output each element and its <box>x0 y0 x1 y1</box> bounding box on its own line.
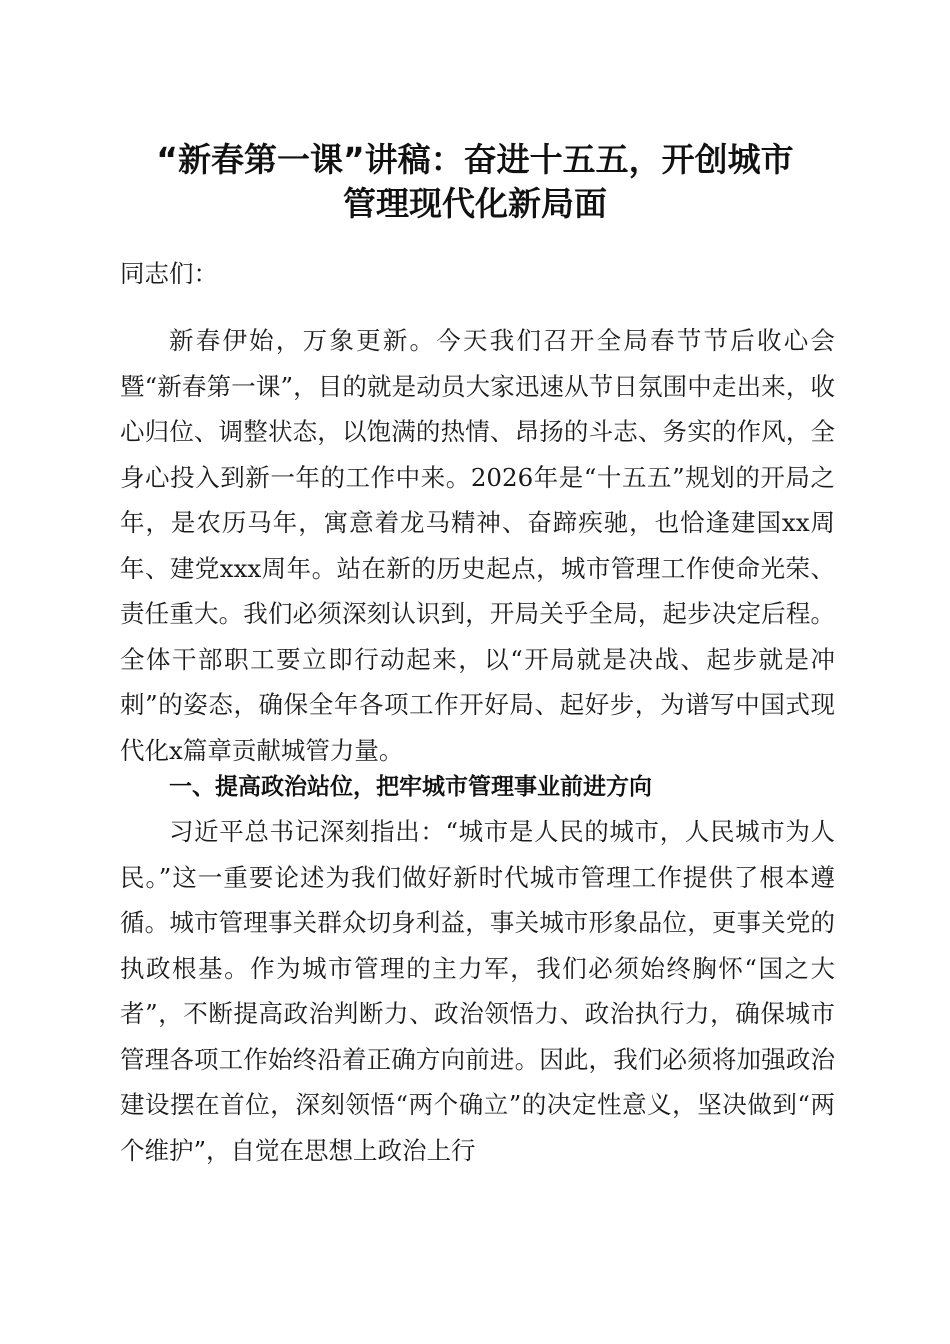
document-title-line-2: 管理现代化新局面 <box>343 184 607 223</box>
paragraph-section-1: 习近平总书记深刻指出：“城市是人民的城市，人民城市为人民。”这一重要论述为我们做好新时代城市管理工作提供了根本遵循。城市管理事关群众切身利益，事关城市形象品位，更事关党的执政根基。作为城市管理的主力军，我们必须始终胸怀“国之大者”，不断提高政治判断力、政治领悟力、政治执行力，确保城市管理各项工作始终沿着正确方向前进。因此，我们必须将加强政治建设摆在首位，深刻领悟“两个确立”的决定性意义，坚决做到“两个维护”，自觉在思想上政治上行 <box>120 817 835 1165</box>
salutation: 同志们： <box>120 259 218 288</box>
section-heading-1: 一、提高政治站位，把牢城市管理事业前进方向 <box>169 774 652 800</box>
document-title-line-1: “新春第一课”讲稿：奋进十五五，开创城市 <box>156 140 794 179</box>
paragraph-intro: 新春伊始，万象更新。今天我们召开全局春节节后收心会暨“新春第一课”，目的就是动员大家迅速从节日氛围中走出来，收心归位、调整状态，以饱满的热情、昂扬的斗志、务实的作风，全身心投入到新一年的工作中来。2026年是“十五五”规划的开局之年，是农历马年，寓意着龙马精神、奋蹄疾驰，也恰逢建国xx周年、建党xxx周年。站在新的历史起点，城市管理工作使命光荣、责任重大。我们必须深刻认识到，开局关乎全局，起步决定后程。全体干部职工要立即行动起来，以“开局就是决战、起步就是冲刺”的姿态，确保全年各项工作开好局、起好步，为谱写中国式现代化x篇章贡献城管力量。 <box>120 326 835 765</box>
